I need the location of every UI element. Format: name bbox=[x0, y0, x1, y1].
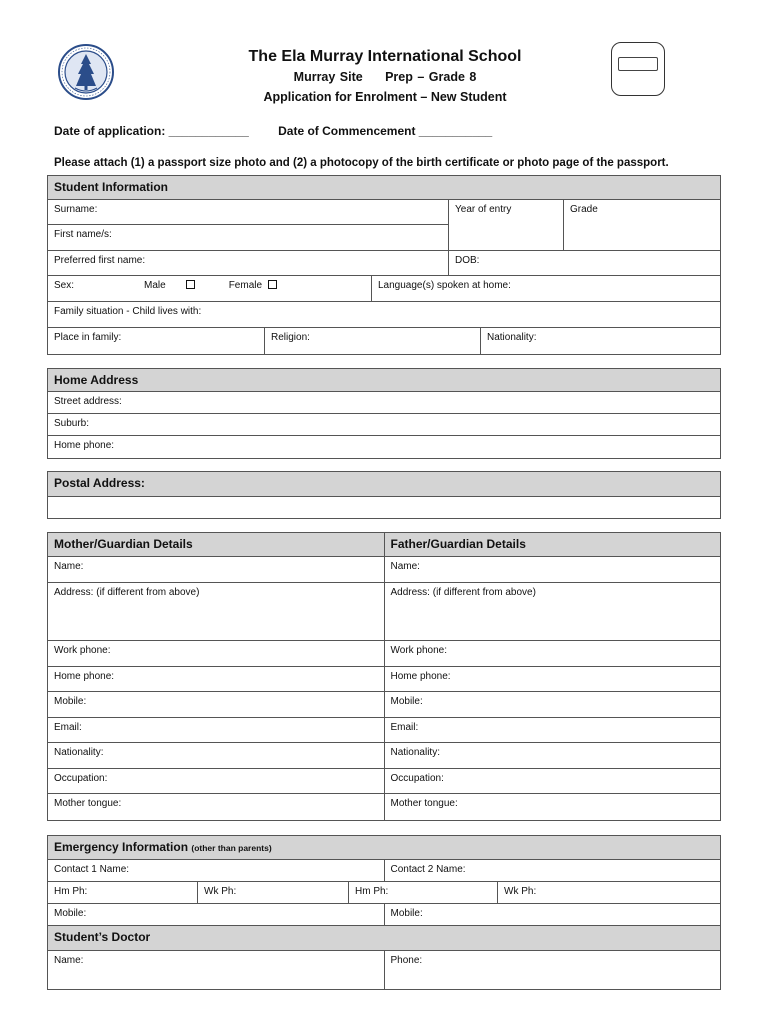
mother-tongue-field[interactable]: Mother tongue: bbox=[48, 794, 385, 820]
mother-mobile-field[interactable]: Mobile: bbox=[48, 692, 385, 717]
doctor-title: Student’s Doctor bbox=[48, 926, 720, 951]
home-address-section bbox=[47, 368, 721, 459]
emergency-section bbox=[47, 835, 721, 990]
male-checkbox[interactable] bbox=[186, 280, 195, 289]
male-label: Male bbox=[144, 280, 166, 291]
father-occupation-field[interactable]: Occupation: bbox=[390, 773, 444, 784]
home-address-title: Home Address bbox=[48, 369, 720, 392]
female-label: Female bbox=[228, 280, 263, 291]
postal-address-field[interactable] bbox=[48, 497, 720, 518]
emergency-title-text: Emergency Information bbox=[54, 840, 189, 854]
father-email-field[interactable]: Email: bbox=[390, 722, 419, 733]
sex-field bbox=[48, 276, 372, 301]
dob-field[interactable]: DOB: bbox=[455, 255, 480, 266]
religion-field[interactable]: Religion: bbox=[265, 328, 481, 354]
student-information-section bbox=[47, 175, 721, 355]
mother-name-field[interactable]: Name: bbox=[48, 557, 385, 582]
postal-address-title: Postal Address: bbox=[48, 472, 720, 497]
doctor-phone-field[interactable]: Phone: bbox=[390, 955, 423, 966]
contact1-name-field[interactable]: Contact 1 Name: bbox=[48, 860, 385, 881]
father-guardian-title: Father/Guardian Details bbox=[390, 537, 526, 551]
mother-guardian-title: Mother/Guardian Details bbox=[48, 533, 385, 556]
attachment-instruction: Please attach (1) a passport size photo and (2) a photocopy of the birth certificate or photo page of the passport. bbox=[54, 157, 669, 169]
mother-email-field[interactable]: Email: bbox=[48, 718, 385, 742]
street-address-field[interactable]: Street address: bbox=[54, 396, 122, 407]
contact1-hm-ph-field[interactable]: Hm Ph: bbox=[48, 882, 198, 903]
emergency-note: (other than parents) bbox=[191, 843, 272, 853]
father-nationality-field[interactable]: Nationality: bbox=[390, 747, 440, 758]
parents-section bbox=[47, 532, 721, 821]
date-row bbox=[54, 124, 518, 138]
site-line: Murray Site Prep – Grade 8 bbox=[293, 70, 477, 84]
emergency-title bbox=[48, 836, 720, 860]
grade-field[interactable]: Grade bbox=[570, 204, 598, 215]
languages-field[interactable]: Language(s) spoken at home: bbox=[378, 280, 511, 291]
father-home-phone-field[interactable]: Home phone: bbox=[390, 671, 451, 682]
mother-address-field[interactable]: Address: (if different from above) bbox=[48, 583, 385, 640]
place-in-family-field[interactable]: Place in family: bbox=[48, 328, 265, 354]
contact2-wk-ph-field[interactable]: Wk Ph: bbox=[504, 886, 537, 897]
suburb-field[interactable]: Suburb: bbox=[54, 418, 90, 429]
contact2-name-field[interactable]: Contact 2 Name: bbox=[390, 864, 466, 875]
sex-label: Sex: bbox=[54, 280, 75, 291]
home-phone-field[interactable]: Home phone: bbox=[54, 440, 115, 451]
form-title: Application for Enrolment – New Student bbox=[263, 90, 507, 104]
contact1-mobile-field[interactable]: Mobile: bbox=[48, 904, 385, 925]
mother-home-phone-field[interactable]: Home phone: bbox=[48, 667, 385, 691]
student-information-title: Student Information bbox=[48, 176, 720, 200]
postal-address-section bbox=[47, 471, 721, 519]
surname-field[interactable]: Surname: bbox=[48, 200, 448, 225]
school-name: The Ela Murray International School bbox=[248, 48, 522, 65]
contact2-hm-ph-field[interactable]: Hm Ph: bbox=[349, 882, 498, 903]
preferred-name-field[interactable]: Preferred first name: bbox=[48, 251, 449, 275]
year-of-entry-field[interactable]: Year of entry bbox=[449, 200, 564, 250]
mother-nationality-field[interactable]: Nationality: bbox=[48, 743, 385, 768]
father-address-field[interactable]: Address: (if different from above) bbox=[390, 587, 536, 598]
father-tongue-field[interactable]: Mother tongue: bbox=[390, 798, 458, 809]
father-name-field[interactable]: Name: bbox=[390, 561, 420, 572]
contact1-wk-ph-field[interactable]: Wk Ph: bbox=[198, 882, 349, 903]
mother-occupation-field[interactable]: Occupation: bbox=[48, 769, 385, 793]
student-nationality-field[interactable]: Nationality: bbox=[487, 332, 537, 343]
mother-work-phone-field[interactable]: Work phone: bbox=[48, 641, 385, 666]
contact2-mobile-field[interactable]: Mobile: bbox=[390, 908, 423, 919]
doctor-name-field[interactable]: Name: bbox=[48, 951, 385, 989]
date-of-application[interactable]: Date of application: ____________ bbox=[54, 124, 249, 138]
father-work-phone-field[interactable]: Work phone: bbox=[390, 645, 448, 656]
first-names-field[interactable]: First name/s: bbox=[54, 229, 112, 240]
date-of-commencement[interactable]: Date of Commencement ___________ bbox=[278, 124, 493, 138]
female-checkbox[interactable] bbox=[268, 280, 277, 289]
family-situation-field[interactable]: Family situation - Child lives with: bbox=[54, 306, 202, 317]
father-mobile-field[interactable]: Mobile: bbox=[390, 696, 423, 707]
